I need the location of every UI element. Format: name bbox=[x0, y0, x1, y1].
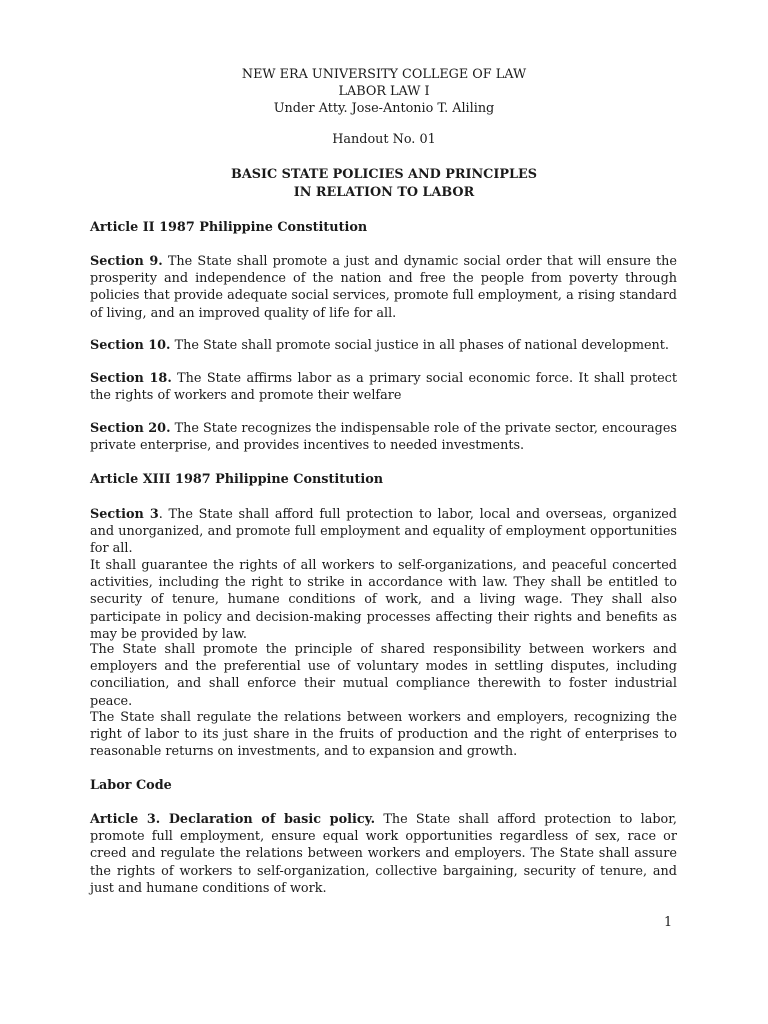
article-3-text: The State shall afford protection to labor, promote full employment, ensure equal work opportunities regardless of sex, race or creed and regulate the relations between workers and employers. The State shall assure the rights of workers to self-organization, collective bargaining, security of tenure, and just and humane conditions of work. bbox=[90, 812, 678, 896]
document-header bbox=[0, 66, 768, 117]
document-title bbox=[0, 166, 768, 202]
section-3-paragraph bbox=[90, 506, 677, 558]
handout-number: Handout No. 01 bbox=[332, 132, 436, 147]
article-3-paragraph bbox=[90, 811, 677, 897]
title-line-1: BASIC STATE POLICIES AND PRINCIPLES bbox=[231, 167, 537, 182]
article-ii-heading: Article II 1987 Philippine Constitution bbox=[90, 220, 368, 235]
section-9-text: The State shall promote a just and dynamic social order that will ensure the prosperity and independence of the nation and free the people from poverty through policies that provide adequate social services, promote full employment, a rising standard of living, and an improved quality of life for all. bbox=[90, 254, 677, 321]
section-10-label: Section 10. bbox=[90, 338, 171, 353]
workers-rights-paragraph: It shall guarantee the rights of all workers to self-organizations, and peaceful concerted activities, including the right to strike in accordance with law. They shall be entitled to security of tenure, humane conditions of work, and a living wage. They shall also participate in policy and decision-making processes affecting their rights and benefits as may be provided by law. bbox=[90, 558, 677, 642]
section-10-paragraph bbox=[90, 337, 677, 354]
article-xiii-heading: Article XIII 1987 Philippine Constitution bbox=[90, 472, 384, 487]
section-18-paragraph bbox=[90, 370, 677, 404]
section-20-text: The State recognizes the indispensable role of the private sector, encourages private enterprise, and provides incentives to needed investments. bbox=[90, 421, 678, 454]
title-line-2: IN RELATION TO LABOR bbox=[293, 185, 475, 200]
instructor-name: Under Atty. Jose-Antonio T. Aliling bbox=[273, 101, 495, 116]
section-3-label: Section 3 bbox=[90, 507, 159, 522]
section-10-text: The State shall promote social justice in all phases of national development. bbox=[170, 338, 669, 353]
labor-code-heading: Labor Code bbox=[90, 778, 172, 793]
article-3-label: Article 3. Declaration of basic policy. bbox=[90, 812, 376, 827]
section-20-label: Section 20. bbox=[90, 421, 171, 436]
shared-responsibility-paragraph: The State shall promote the principle of shared responsibility between workers and employers and the preferential use of voluntary modes in settling disputes, including conciliation, and shall enforce their mutual compliance therewith to foster industrial peace. bbox=[90, 642, 677, 709]
section-18-text: The State affirms labor as a primary social economic force. It shall protect the rights of workers and promote their welfare bbox=[90, 371, 677, 404]
section-9-paragraph bbox=[90, 253, 677, 322]
section-3-text: . The State shall afford full protection to labor, local and overseas, organized and unorganized, and promote full employment and equality of employment opportunities for all. bbox=[90, 507, 677, 557]
section-18-label: Section 18. bbox=[90, 371, 172, 386]
university-name: NEW ERA UNIVERSITY COLLEGE OF LAW bbox=[241, 67, 527, 82]
page-number: 1 bbox=[664, 915, 673, 930]
course-name: LABOR LAW I bbox=[338, 84, 430, 99]
section-20-paragraph bbox=[90, 420, 677, 454]
section-9-label: Section 9. bbox=[90, 254, 163, 269]
regulate-relations-paragraph: The State shall regulate the relations between workers and employers, recognizing the right of labor to its just share in the fruits of production and the right of enterprises to reasonable returns on investments, and to expansion and growth. bbox=[90, 710, 677, 760]
